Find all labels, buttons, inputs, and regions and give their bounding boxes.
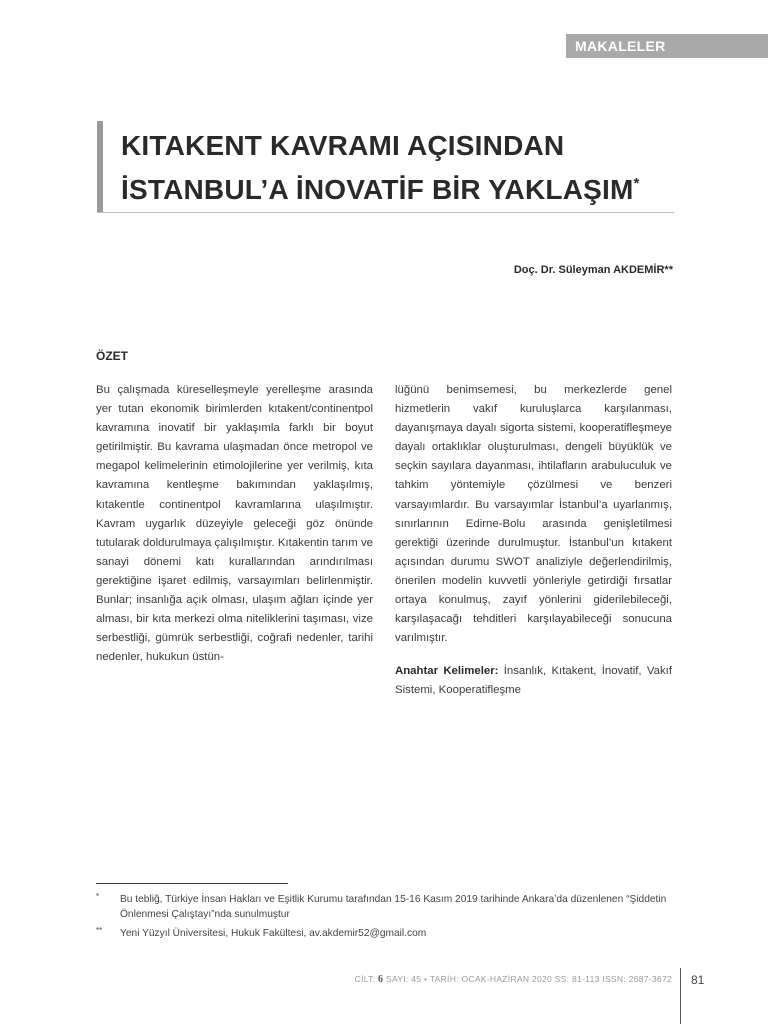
abstract-right-text: lüğünü benimsemesi, bu merkezlerde genel hizmetlerin vakıf kuruluşlarca karşılanması, dayanışmaya dayalı sigorta sistemi, kooperatifleşmeye dayalı ortaklıklar oluşturulması, dengeli büyüklük ve seçkin sayılara dayanması, ihtilafların arabuluculuk ve tahkim yöntemiyle çözülmesi ve benzeri varsayımlardır. Bu varsayımlar İstanbul’a uyarlanmış, sınırlarının Edirne-Bolu arasında genişletilmesi gerektiği üzerinde durulmuştur. İstanbul’un kıtakent açısından durumu SWOT analiziyle değerlendirilmiş, önerilen modelin kuvvetli yönleriyle getirdiği fırsatlar ortaya konulmuş, zayıf yönlerini giderilebileceği, karşılaşacağı tehditleri karşılayabileceği sonucuna varılmıştır.: [395, 384, 672, 645]
title-footnote-mark[interactable]: *: [633, 175, 640, 192]
footnote-1: [96, 892, 676, 922]
title-line-1: KITAKENT KAVRAMI AÇISINDAN: [121, 130, 565, 161]
keywords-list: İnsanlık, Kıtakent, İnovatif, Vakıf Sistemi, Kooperatifleşme: [395, 665, 673, 697]
footnote-divider: [96, 883, 288, 884]
journal-info: [355, 974, 672, 985]
author-name: Doç. Dr. Süleyman AKDEMİR**: [513, 264, 673, 276]
volume-label: CİLT:: [354, 974, 376, 984]
keywords: [395, 662, 672, 700]
article-title: [121, 124, 681, 212]
page-number: 81: [691, 973, 705, 987]
title-line-2: İSTANBUL’A İNOVATİF BİR YAKLAŞIM: [121, 174, 634, 205]
issue-details: SAYI: 45 • TARİH: OCAK-HAZİRAN 2020 SS: 81-113 ISSN: 2687-3672: [386, 974, 672, 984]
title-accent-bar: [97, 121, 103, 213]
footnote-2: [96, 926, 676, 941]
section-label: MAKALELER: [566, 34, 768, 58]
footnote-2-mark: **: [96, 926, 103, 935]
footnote-1-text: Bu tebliğ, Türkiye İnsan Hakları ve Eşitlik Kurumu tarafından 15-16 Kasım 2019 tarihinde Ankara’da düzenlenen “Şiddetin Önlenmesi Çalıştayı”nda sunulmuştur: [120, 894, 667, 920]
volume-number: 6: [378, 974, 384, 985]
title-divider: [97, 212, 674, 213]
footer-divider: [680, 968, 681, 1024]
keywords-label: Anahtar Kelimeler:: [395, 665, 499, 678]
abstract-right-column: [395, 381, 672, 701]
footnote-2-text: Yeni Yüzyıl Üniversitesi, Hukuk Fakültesi, av.akdemir52@gmail.com: [120, 928, 427, 939]
abstract-left-column: Bu çalışmada küreselleşmeyle yerelleşme arasında yer tutan ekonomik birimlerden kıtakent/continentpol kavramına inovatif bir yaklaşımla farklı bir boyut getirilmiştir. Bu kavrama ulaşmadan önce metropol ve megapol kelimelerinin etimolojilerine yer verilmiş, kıta kavramına kentleşme bakımından yaklaşılmış, kıtakentle continentpol kavramlarına ulaşılmıştır. Kavram uygarlık düzeyiyle geleceği göz önünde tutularak doldurulmaya çalışılmıştır. Kıtakentin tarım ve sanayi dönemi katı kurallarından arındırılması gerektiğine işaret edilmiş, varsayımları belirlenmiştir. Bunlar; insanlığa açık olması, ulaşım ağları içinde yer alması, bir kıta merkezi olma niteliklerini taşıması, vize serbestliği, gümrük serbestliği, coğrafi nedenler, tarihi nedenler, hukukun üstün-: [96, 384, 373, 664]
footnote-1-mark: *: [96, 892, 100, 901]
abstract-heading: ÖZET: [96, 349, 128, 363]
